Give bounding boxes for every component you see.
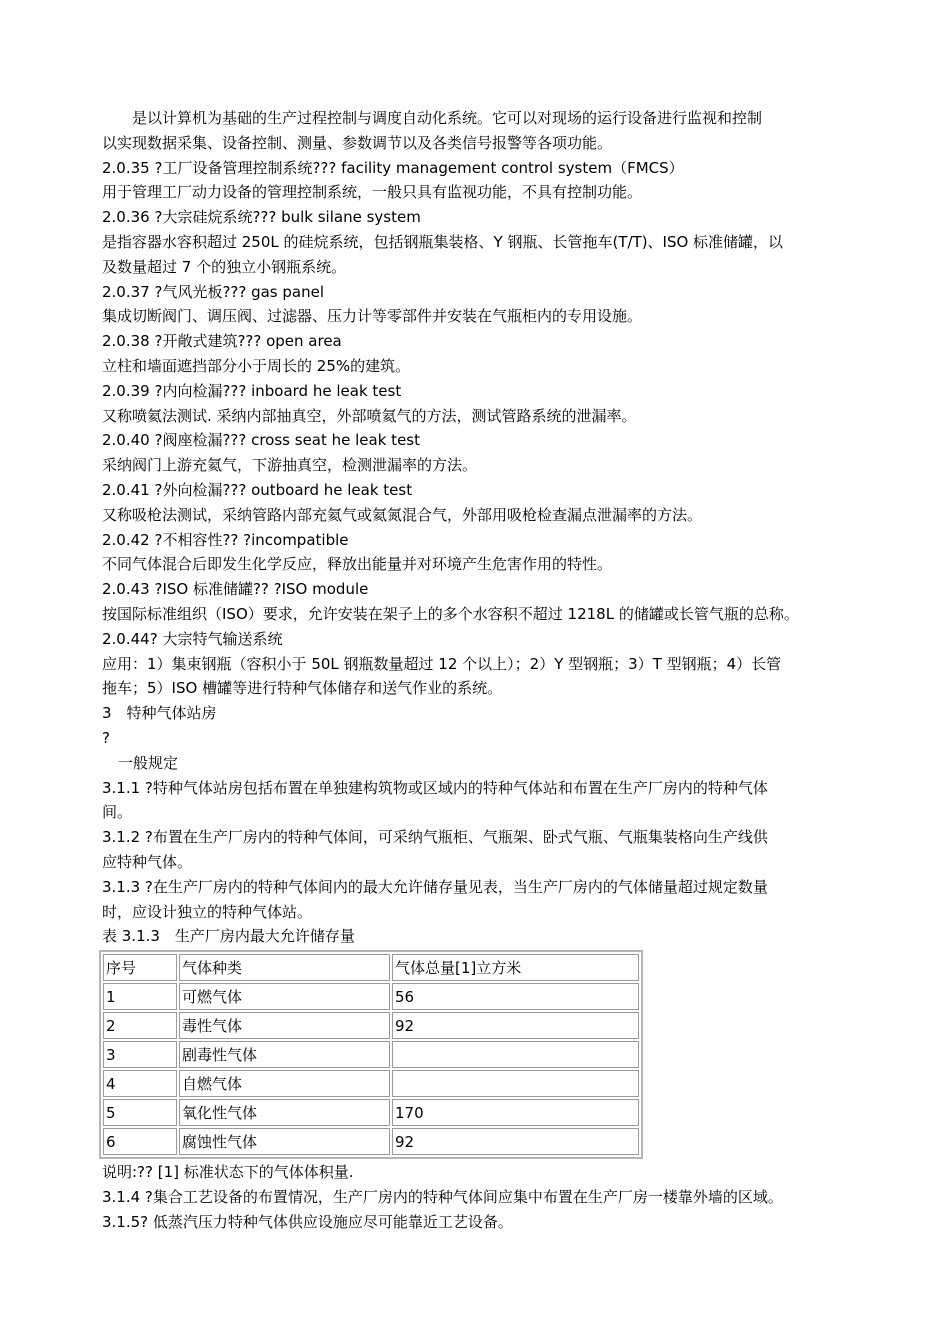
- text-line: 又称喷氦法测试. 采纳内部抽真空，外部喷氦气的方法，测试管路系统的泄漏率。: [102, 406, 637, 425]
- table-cell: 可燃气体: [179, 983, 390, 1010]
- table-cell: 剧毒性气体: [179, 1041, 390, 1068]
- text-line: 表 3.1.3 生产厂房内最大允许储存量: [102, 927, 355, 946]
- document-page: [102, 106, 862, 1234]
- table-cell: 4: [103, 1070, 177, 1097]
- table-cell: 2: [103, 1012, 177, 1039]
- table-header-row: [103, 954, 639, 981]
- text-line: 2.0.38 ?开敞式建筑??? open area: [102, 332, 342, 351]
- table-row: [103, 1099, 639, 1126]
- text-line: 3.1.1 ?特种气体站房包括布置在单独建构筑物或区域内的特种气体站和布置在生产厂房内的特种气体: [102, 778, 768, 797]
- table-row: [103, 1012, 639, 1039]
- table-header-cell: 序号: [103, 954, 177, 981]
- text-line: 2.0.36 ?大宗硅烷系统??? bulk silane system: [102, 208, 421, 227]
- text-line: 3.1.4 ?集合工艺设备的布置情况，生产厂房内的特种气体间应集中布置在生产厂房一楼靠外墙的区域。: [102, 1187, 783, 1206]
- table-cell: 腐蚀性气体: [179, 1128, 390, 1155]
- table-cell: 92: [392, 1012, 639, 1039]
- text-line: 说明:?? [1] 标准状态下的气体体积量.: [102, 1163, 354, 1182]
- text-line: ?: [102, 728, 110, 747]
- text-line: 2.0.37 ?气风光板??? gas panel: [102, 282, 325, 301]
- text-line: 立柱和墙面遮挡部分小于周长的 25%的建筑。: [102, 356, 411, 375]
- text-line: 3 特种气体站房: [102, 704, 217, 723]
- storage-table: [99, 950, 643, 1159]
- table-row: [103, 983, 639, 1010]
- text-line: 3.1.3 ?在生产厂房内的特种气体间内的最大允许储存量见表，当生产厂房内的气体储量超过规定数量: [102, 877, 768, 896]
- text-line: 按国际标准组织（ISO）要求，允许安装在架子上的多个水容积不超过 1218L 的储罐或长管气瓶的总称。: [102, 604, 799, 623]
- text-line: 间。: [102, 803, 133, 822]
- text-line: 是指容器水容积超过 250L 的硅烷系统，包括钢瓶集装格、Y 钢瓶、长管拖车(T/T)、ISO 标准储罐，以: [102, 232, 784, 251]
- table-header-cell: 气体种类: [179, 954, 390, 981]
- text-line: 2.0.39 ?内向检漏??? inboard he leak test: [102, 381, 402, 400]
- text-line: 是以计算机为基础的生产过程控制与调度自动化系统。它可以对现场的运行设备进行监视和控制: [132, 109, 763, 127]
- text-line: 2.0.35 ?工厂设备管理控制系统??? facility management control system（FMCS）: [102, 158, 684, 177]
- table-cell: [392, 1041, 639, 1068]
- table-cell: 56: [392, 983, 639, 1010]
- text-line: 一般规定: [118, 753, 179, 772]
- text-line: 3.1.2 ?布置在生产厂房内的特种气体间，可采纳气瓶柜、气瓶架、卧式气瓶、气瓶集装格向生产线供: [102, 828, 768, 847]
- table-cell: 92: [392, 1128, 639, 1155]
- text-line: 2.0.43 ?ISO 标准储罐?? ?ISO module: [102, 580, 369, 599]
- table-header-cell: 气体总量[1]立方米: [392, 954, 639, 981]
- text-line: 应用：1）集束钢瓶（容积小于 50L 钢瓶数量超过 12 个以上）；2）Y 型钢瓶；3）T 型钢瓶；4）长管: [102, 654, 782, 673]
- text-line: 时，应设计独立的特种气体站。: [102, 902, 313, 921]
- text-line: 及数量超过 7 个的独立小钢瓶系统。: [102, 257, 347, 276]
- text-line: 用于管理工厂动力设备的管理控制系统，一般只具有监视功能，不具有控制功能。: [102, 183, 643, 202]
- text-line: 2.0.41 ?外向检漏??? outboard he leak test: [102, 480, 413, 499]
- text-line: 以实现数据采集、设备控制、测量、参数调节以及各类信号报警等各项功能。: [102, 133, 613, 152]
- text-line: 集成切断阀门、调压阀、过滤器、压力计等零部件并安装在气瓶柜内的专用设施。: [102, 307, 643, 326]
- table-cell: 自燃气体: [179, 1070, 390, 1097]
- text-line: 又称吸枪法测试，采纳管路内部充氦气或氦氮混合气，外部用吸枪检查漏点泄漏率的方法。: [102, 505, 703, 524]
- text-line: 不同气体混合后即发生化学反应，释放出能量并对环境产生危害作用的特性。: [102, 555, 613, 574]
- text-line: 3.1.5? 低蒸汽压力特种气体供应设施应尽可能靠近工艺设备。: [102, 1212, 513, 1231]
- table-row: [103, 1070, 639, 1097]
- table-cell: 3: [103, 1041, 177, 1068]
- table-cell: [392, 1070, 639, 1097]
- table-cell: 170: [392, 1099, 639, 1126]
- table-cell: 氧化性气体: [179, 1099, 390, 1126]
- body-text-after-table: [102, 1160, 862, 1234]
- text-line: 拖车；5）ISO 槽罐等进行特种气体储存和送气作业的系统。: [102, 679, 503, 698]
- body-text: [102, 106, 862, 949]
- table-cell: 1: [103, 983, 177, 1010]
- table-cell: 毒性气体: [179, 1012, 390, 1039]
- text-line: 2.0.40 ?阀座检漏??? cross seat he leak test: [102, 431, 420, 450]
- table-row: [103, 1041, 639, 1068]
- table-row: [103, 1128, 639, 1155]
- text-line: 应特种气体。: [102, 852, 193, 871]
- text-line: 2.0.44? 大宗特气输送系统: [102, 629, 283, 648]
- text-line: 采纳阀门上游充氦气，下游抽真空，检测泄漏率的方法。: [102, 456, 478, 475]
- text-line: 2.0.42 ?不相容性?? ?incompatible: [102, 530, 349, 549]
- table-cell: 5: [103, 1099, 177, 1126]
- table-cell: 6: [103, 1128, 177, 1155]
